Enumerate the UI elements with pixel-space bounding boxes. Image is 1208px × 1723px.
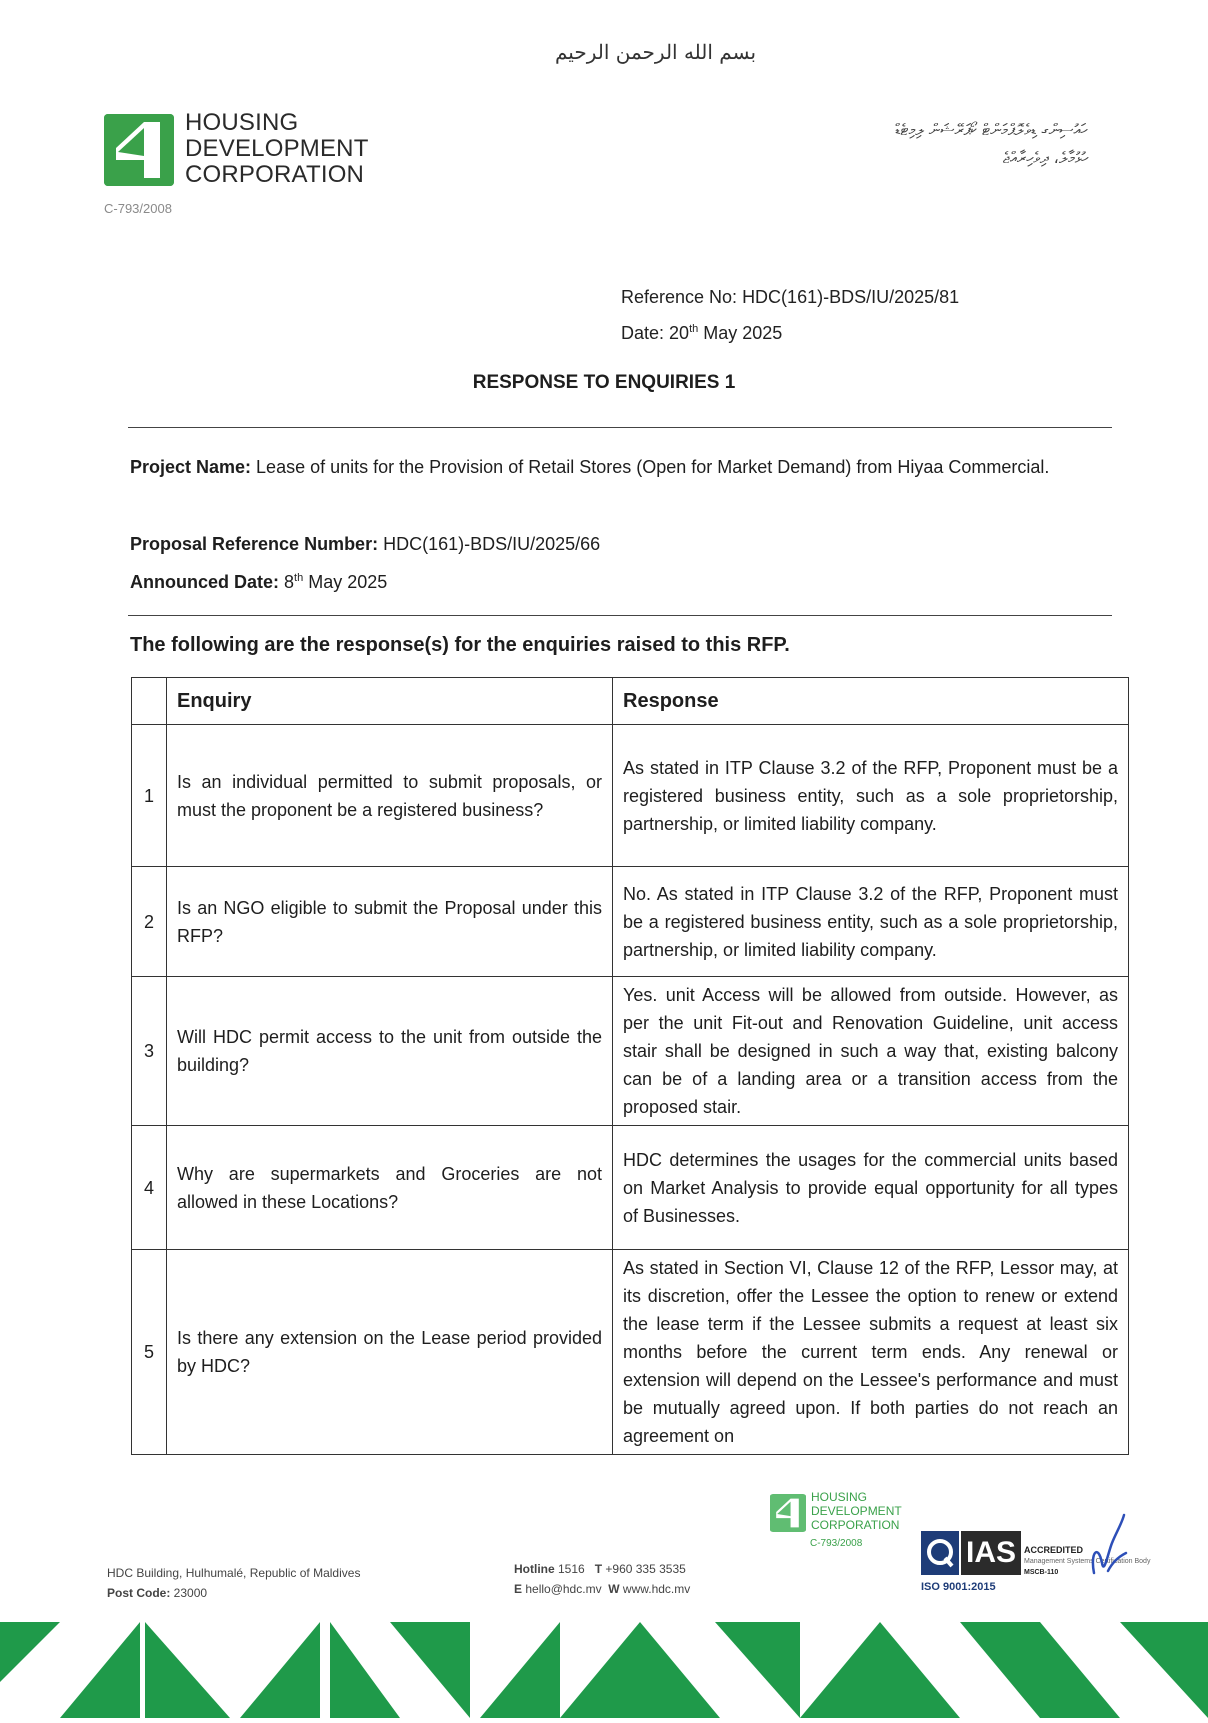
divider [128,427,1112,428]
phone-label: T [594,1562,603,1576]
iso-label: ISO 9001:2015 [921,1581,996,1593]
footer-logo-icon [770,1494,806,1532]
postcode [107,1583,360,1603]
reference-label: Reference No: [621,287,743,307]
enquiry-header: Enquiry [167,678,613,725]
page-title: RESPONSE TO ENQUIRIES 1 [472,372,736,393]
accredited-code: MSCB-110 [1024,1569,1059,1576]
address-line: HDC Building, Hulhumalé, Republic of Maldives [107,1566,361,1580]
row-number: 1 [132,725,167,867]
project-name [130,450,1060,484]
decorative-band [0,1622,1208,1723]
phone-line [514,1559,690,1579]
footer-address [107,1563,360,1603]
footer-contact [514,1559,690,1599]
table-row [132,1250,1129,1455]
announced-date [130,572,387,593]
org-name-line: DEVELOPMENT [185,135,369,162]
footer-org-name [811,1490,902,1532]
company-number: C-793/2008 [104,201,172,216]
table-header-row [132,678,1129,725]
table-row [132,725,1129,867]
announced-suffix: th [294,572,304,584]
row-number: 2 [132,867,167,977]
org-name [185,110,369,188]
email-link[interactable]: hello@hdc.mv [522,1582,602,1596]
response-header: Response [613,678,1129,725]
proposal-reference-value: HDC(161)-BDS/IU/2025/66 [378,534,601,554]
enquiry-cell: Will HDC permit access to the unit from outside the building? [167,977,613,1126]
postcode-value: 23000 [170,1586,208,1600]
proposal-reference [130,534,600,555]
announced-date-label: Announced Date: [130,572,280,592]
enquiry-cell: Why are supermarkets and Groceries are not allowed in these Locations? [167,1126,613,1250]
project-name-label: Project Name: [130,457,252,477]
ias-q-icon [921,1531,959,1575]
reference-value: HDC(161)-BDS/IU/2025/81 [742,287,960,307]
org-name-line: CORPORATION [185,161,365,188]
date-day: 20 [669,323,690,343]
accredited-sub: Management Systems Certification Body [1024,1558,1151,1565]
email-label: E [514,1582,523,1596]
num-header [132,678,167,725]
bismillah-calligraphy: بسم الله الرحمن الرحيم [555,40,757,64]
table-row [132,867,1129,977]
proposal-reference-label: Proposal Reference Number: [130,534,379,554]
reference-block [621,281,959,349]
table-row [132,1126,1129,1250]
letter-date [621,313,959,349]
table-row [132,977,1129,1126]
footer-org-line: HOUSING [811,1490,868,1504]
web-label: W [608,1582,620,1596]
web-line [514,1579,690,1599]
postcode-label: Post Code: [107,1586,171,1600]
divider [128,615,1112,616]
response-cell: No. As stated in ITP Clause 3.2 of the RFP, Proponent must be a registered business entity, such as a sole proprietorship, partnership, or limited liability company. [613,867,1129,977]
row-number: 3 [132,977,167,1126]
signature-icon [1088,1513,1128,1588]
intro-text: The following are the response(s) for the enquiries raised to this RFP. [130,634,790,656]
enquiry-table [131,677,1129,1455]
phone-value: +960 335 3535 [602,1562,686,1576]
dhivehi-line: ހުޅުމާލެ، ދިވެހިރާއްޖެ [1002,148,1088,167]
announced-rest: May 2025 [303,572,388,592]
row-number: 4 [132,1126,167,1250]
ias-logo: IAS [961,1531,1021,1575]
date-label: Date: [621,323,670,343]
enquiry-cell: Is an NGO eligible to submit the Proposal under this RFP? [167,867,613,977]
enquiry-cell: Is an individual permitted to submit proposals, or must the proponent be a registered business? [167,725,613,867]
response-cell: As stated in Section VI, Clause 12 of the RFP, Lessor may, at its discretion, offer the Lessee the option to renew or extend the lease term if the Lessee submits a request at least six months before the current term ends. Any renewal or extension will depend on the Lessee's performance and must be mutually agreed upon. If both parties do not reach an agreement on [613,1250,1129,1455]
date-suffix: th [689,323,699,335]
row-number: 5 [132,1250,167,1455]
footer-company-number: C-793/2008 [810,1538,863,1549]
date-rest: May 2025 [698,323,783,343]
response-cell: Yes. unit Access will be allowed from outside. However, as per the unit Fit-out and Renovation Guideline, unit access stair shall be designed in such a way that, existing balcony can be of a landing area or a transition access from the proposed stair. [613,977,1129,1126]
dhivehi-name [895,116,1088,172]
hotline-label: Hotline [514,1562,555,1576]
reference-number [621,281,959,313]
response-cell: HDC determines the usages for the commercial units based on Market Analysis to provide equal opportunity for all types of Businesses. [613,1126,1129,1250]
footer-org-line: CORPORATION [811,1518,900,1532]
footer-org-line: DEVELOPMENT [811,1504,902,1518]
website-link[interactable]: www.hdc.mv [619,1582,691,1596]
accredited-text: ACCREDITED [1024,1545,1084,1555]
project-name-value: Lease of units for the Provision of Retail Stores (Open for Market Demand) from Hiyaa Commercial. [251,457,1050,477]
hotline-value: 1516 [554,1562,585,1576]
hdc-logo-icon [104,114,174,186]
org-name-line: HOUSING [185,109,299,136]
enquiry-cell: Is there any extension on the Lease period provided by HDC? [167,1250,613,1455]
response-cell: As stated in ITP Clause 3.2 of the RFP, Proponent must be a registered business entity, such as a sole proprietorship, partnership, or limited liability company. [613,725,1129,867]
dhivehi-line: ހައުސިންގ ޑިވެލޮޕްމަންޓް ކޯޕަރޭޝަން ލިމިޓެޑް [894,120,1088,139]
announced-day: 8 [279,572,295,592]
